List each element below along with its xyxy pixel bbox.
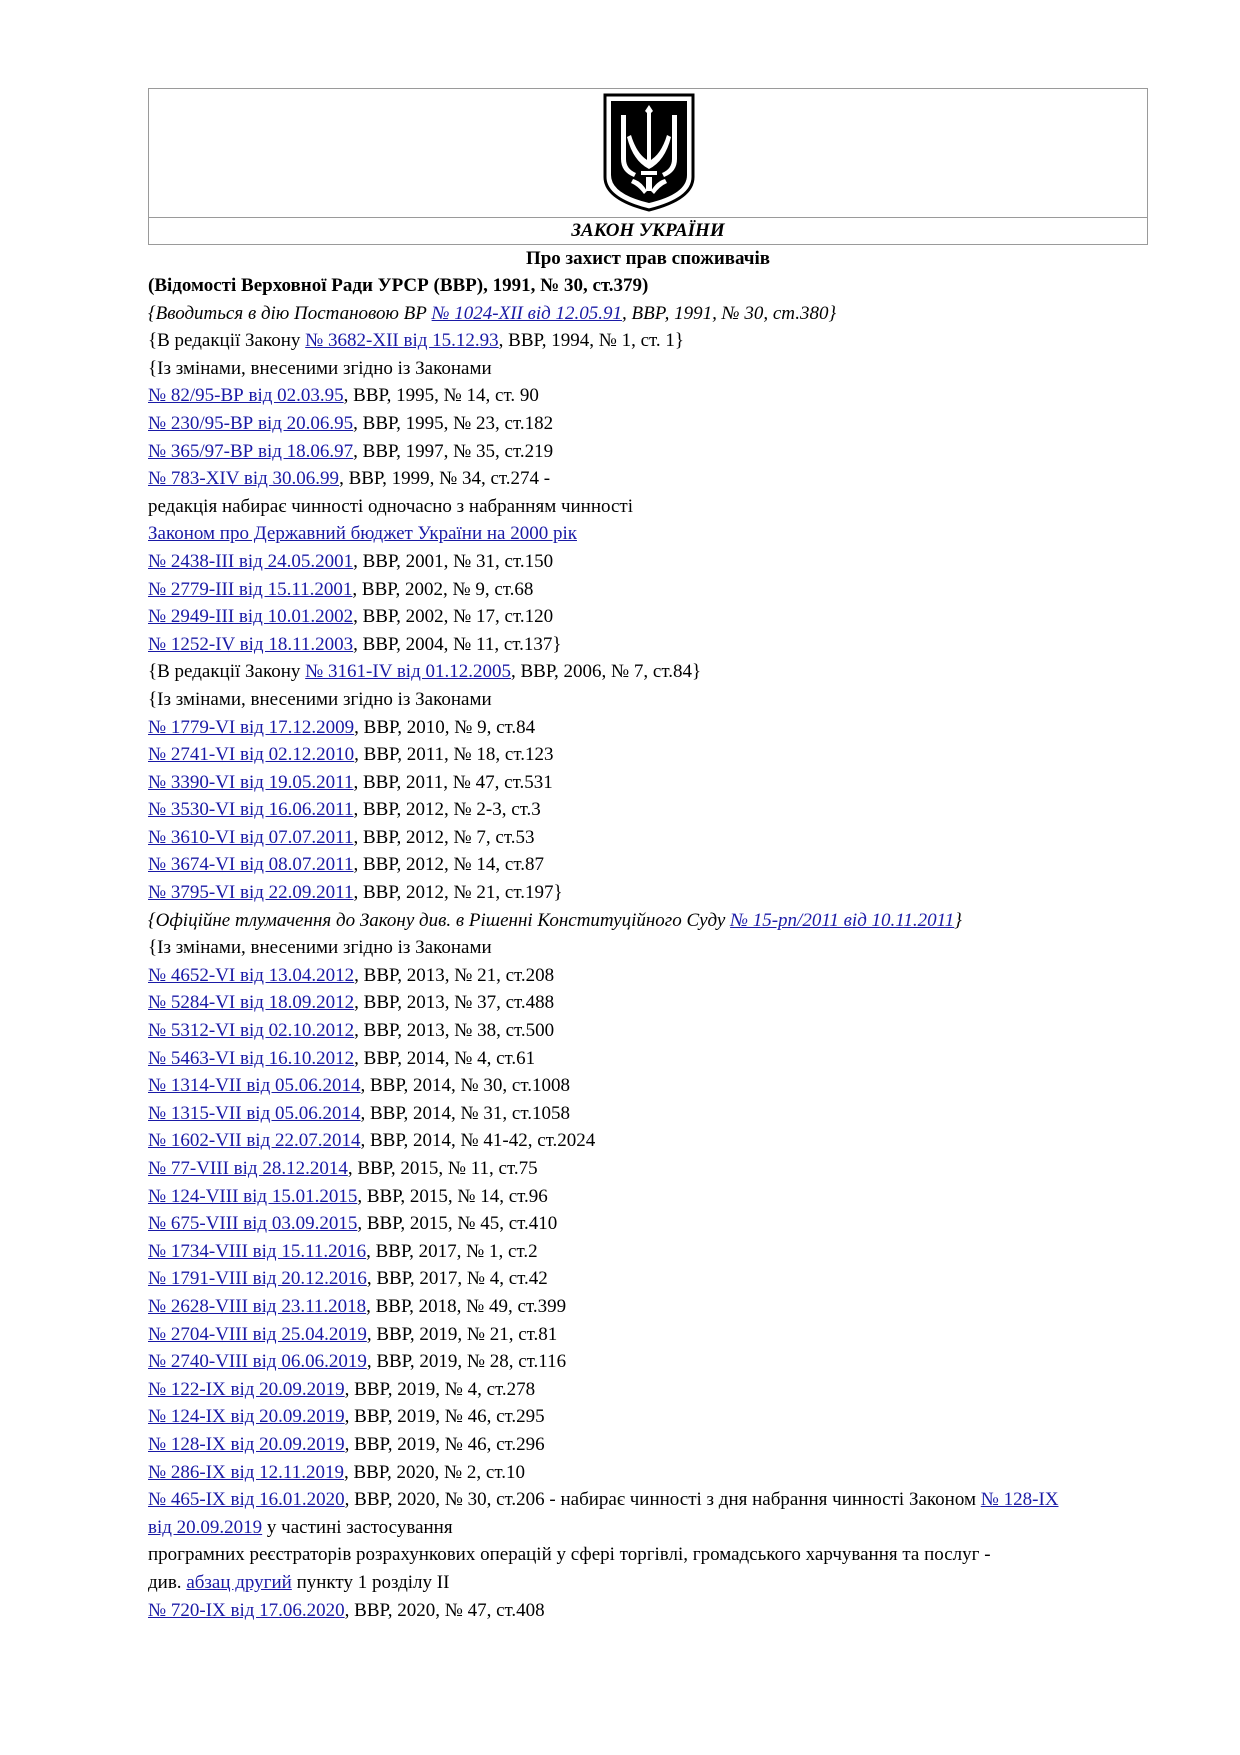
law-reference-link[interactable]: № 230/95-ВР від 20.06.95 [148,412,354,434]
law-reference-link[interactable]: № 286-IX від 12.11.2019 [148,1461,344,1483]
document-line [148,1514,1148,1542]
law-reference-link[interactable]: № 15-рп/2011 від 10.11.2011 [730,909,955,931]
law-reference-link[interactable]: Законом про Державний бюджет України на 2000 рік [148,523,577,545]
document-line [148,714,1148,742]
document-line [148,934,1148,962]
line-text: , ВВР, 2017, № 1, ст.2 [366,1240,538,1262]
law-reference-link[interactable]: № 2438-III від 24.05.2001 [148,550,354,572]
law-reference-link[interactable]: № 2628-VIII від 23.11.2018 [148,1295,367,1317]
law-reference-link[interactable]: № 3674-VI від 08.07.2011 [148,854,354,876]
line-text: , ВВР, 2017, № 4, ст.42 [366,1268,548,1290]
document-line [148,1100,1148,1128]
line-text: , ВВР, 2018, № 49, ст.399 [366,1295,567,1317]
law-reference-link[interactable]: № 1734-VIII від 15.11.2016 [148,1240,367,1262]
line-text: у частині застосування [262,1516,453,1538]
line-text: , ВВР, 2013, № 38, ст.500 [354,1020,555,1042]
line-text: {Офіційне тлумачення до Закону див. в Рішенні Конституційного Суду [148,909,731,931]
document-line [148,1459,1148,1487]
line-text: , ВВР, 2001, № 31, ст.150 [353,550,554,572]
line-text: , ВВР, 2020, № 30, ст.206 - набирає чинності з дня набрання чинності Законом [344,1489,981,1511]
line-text: , ВВР, 2002, № 17, ст.120 [353,606,554,628]
law-reference-link[interactable]: № 1791-VIII від 20.12.2016 [148,1268,367,1290]
line-text: , ВВР, 2019, № 46, ст.296 [344,1433,545,1455]
document-line [148,327,1148,355]
document-line [148,548,1148,576]
law-reference-link[interactable]: № 1602-VII від 22.07.2014 [148,1130,361,1152]
document-line [148,382,1148,410]
law-reference-link[interactable]: № 124-IX від 20.09.2019 [148,1406,345,1428]
document-line [148,686,1148,714]
line-text: {В редакції Закону [148,661,306,683]
document-line [148,1431,1148,1459]
law-reference-link[interactable]: № 3161-IV від 01.12.2005 [305,661,511,683]
line-text: , ВВР, 2013, № 21, ст.208 [354,964,555,986]
document-line [148,741,1148,769]
document-line [148,1017,1148,1045]
line-text: , ВВР, 1997, № 35, ст.219 [353,440,554,462]
law-reference-link[interactable]: № 1252-IV від 18.11.2003 [148,633,354,655]
document-line [148,907,1148,935]
document-line [148,272,1148,300]
document-line [148,1072,1148,1100]
document-line [148,520,1148,548]
law-reference-link[interactable]: № 128-IX [980,1489,1059,1511]
law-reference-link[interactable]: № 5312-VI від 02.10.2012 [148,1020,355,1042]
line-text: програмних реєстраторів розрахункових операцій у сфері торгівлі, громадського харчування та послуг - [148,1544,991,1566]
law-reference-link[interactable]: № 122-IX від 20.09.2019 [148,1378,345,1400]
line-text: , ВВР, 2012, № 21, ст.197} [353,882,563,904]
law-reference-link[interactable]: № 720-IX від 17.06.2020 [148,1599,345,1621]
line-text: {Із змінами, внесеними згідно із Законами [148,688,492,710]
law-reference-link[interactable]: № 3795-VI від 22.09.2011 [148,882,354,904]
line-text: , ВВР, 2014, № 31, ст.1058 [360,1102,570,1124]
line-text: {Вводиться в дію Постановою ВР [148,302,432,324]
law-reference-link[interactable]: № 2741-VI від 02.12.2010 [148,744,355,766]
line-text: , ВВР, 1991, № 30, ст.380} [622,302,837,324]
law-reference-link[interactable]: № 1779-VI від 17.12.2009 [148,716,355,738]
line-text: , ВВР, 2006, № 7, ст.84} [511,661,702,683]
line-text: , ВВР, 2019, № 46, ст.295 [344,1406,545,1428]
line-text: , ВВР, 2014, № 41-42, ст.2024 [360,1130,596,1152]
document-line [148,658,1148,686]
line-text: } [954,909,962,931]
document-line [148,1321,1148,1349]
line-text: , ВВР, 2015, № 45, ст.410 [357,1213,558,1235]
law-reference-link[interactable]: абзац другий [186,1571,292,1593]
document-line [148,603,1148,631]
law-reference-link[interactable]: № 1024-XII від 12.05.91 [431,302,623,324]
law-reference-link[interactable]: № 783-XIV від 30.06.99 [148,468,340,490]
line-text: , ВВР, 2019, № 4, ст.278 [344,1378,536,1400]
line-text: , ВВР, 1995, № 23, ст.182 [353,412,554,434]
line-text: , ВВР, 2004, № 11, ст.137} [353,633,562,655]
law-reference-link[interactable]: № 2704-VIII від 25.04.2019 [148,1323,367,1345]
document-line [148,410,1148,438]
law-reference-link[interactable]: № 2949-III від 10.01.2002 [148,606,354,628]
document-line [148,1127,1148,1155]
document-line [148,1265,1148,1293]
header-table [148,88,1148,245]
law-reference-link[interactable]: № 465-IX від 16.01.2020 [148,1489,345,1511]
law-reference-link[interactable]: № 82/95-ВР від 02.03.95 [148,385,344,407]
line-text: , ВВР, 2010, № 9, ст.84 [354,716,536,738]
line-text: , ВВР, 1999, № 34, ст.274 - [339,468,551,490]
law-reference-link[interactable]: № 675-VIII від 03.09.2015 [148,1213,358,1235]
line-text: , ВВР, 2020, № 47, ст.408 [344,1599,545,1621]
line-text: , ВВР, 2012, № 7, ст.53 [353,826,535,848]
document-line [148,300,1148,328]
line-text: {В редакції Закону [148,330,306,352]
document-line [148,989,1148,1017]
document-line [148,1486,1148,1514]
line-text: , ВВР, 2020, № 2, ст.10 [343,1461,525,1483]
law-reference-link[interactable]: № 3610-VI від 07.07.2011 [148,826,354,848]
line-text: , ВВР, 2014, № 4, ст.61 [354,1047,536,1069]
document-line [148,824,1148,852]
line-text: (Відомості Верховної Ради УРСР (ВВР), 1991, № 30, ст.379) [148,275,649,296]
document-line [148,1403,1148,1431]
document-line [148,1348,1148,1376]
document-line [148,465,1148,493]
law-reference-link[interactable]: № 128-IX від 20.09.2019 [148,1433,345,1455]
line-text: редакція набирає чинності одночасно з набранням чинності [148,495,634,517]
line-text: , ВВР, 2013, № 37, ст.488 [354,992,555,1014]
law-reference-link[interactable]: від 20.09.2019 [148,1516,263,1538]
law-reference-link[interactable]: № 4652-VI від 13.04.2012 [148,964,355,986]
law-reference-link[interactable]: № 2740-VIII від 06.06.2019 [148,1351,367,1373]
line-text: , ВВР, 2014, № 30, ст.1008 [360,1075,570,1097]
law-reference-link[interactable]: № 3530-VI від 16.06.2011 [148,799,354,821]
document-line [148,355,1148,383]
document-line [148,769,1148,797]
document-line [148,1238,1148,1266]
document-line [148,1183,1148,1211]
document-line [148,1597,1148,1625]
law-reference-link[interactable]: № 1314-VII від 05.06.2014 [148,1075,361,1097]
document-line [148,493,1148,521]
document-line [148,438,1148,466]
document-line [148,796,1148,824]
line-text: , ВВР, 2015, № 14, ст.96 [357,1185,548,1207]
emblem-cell [149,89,1147,218]
document-line [148,1045,1148,1073]
document-line [148,1210,1148,1238]
law-reference-link[interactable]: № 3390-VI від 19.05.2011 [148,771,354,793]
document-line [148,576,1148,604]
line-text: див. [148,1571,187,1593]
line-text: , ВВР, 1995, № 14, ст. 90 [343,385,539,407]
line-text: , ВВР, 1994, № 1, ст. 1} [498,330,685,352]
document-line [148,879,1148,907]
law-reference-link[interactable]: № 77-VIII від 28.12.2014 [148,1158,348,1179]
line-text: , ВВР, 2012, № 14, ст.87 [353,854,544,876]
document-line [148,851,1148,879]
line-text: {Із змінами, внесеними згідно із Законами [148,357,492,379]
law-reference-link[interactable]: № 5463-VI від 16.10.2012 [148,1047,355,1069]
coat-of-arms-icon [601,91,697,213]
document-line [148,1155,1148,1183]
law-reference-link[interactable]: № 365/97-ВР від 18.06.97 [148,440,354,462]
law-reference-link[interactable]: № 2779-III від 15.11.2001 [148,578,353,600]
line-text: {Із змінами, внесеними згідно із Законами [148,937,492,959]
line-text: , ВВР, 2012, № 2-3, ст.3 [353,799,541,821]
law-reference-link[interactable]: № 124-VIII від 15.01.2015 [148,1185,358,1207]
line-text: , ВВР, 2019, № 21, ст.81 [366,1323,558,1345]
document-line [148,1569,1148,1597]
law-type: ЗАКОН УКРАЇНИ [571,220,725,241]
law-reference-link[interactable]: № 5284-VI від 18.09.2012 [148,992,355,1014]
law-title: Про захист прав споживачів [525,248,771,269]
line-text: , ВВР, 2019, № 28, ст.116 [366,1351,567,1373]
line-text: , ВВР, 2015, № 11, ст.75 [347,1158,538,1179]
document-line [148,1376,1148,1404]
line-text: , ВВР, 2011, № 47, ст.531 [353,771,553,793]
document-page [148,88,1148,1624]
amendments-list [148,272,1148,1624]
law-reference-link[interactable]: № 1315-VII від 05.06.2014 [148,1102,361,1124]
law-reference-link[interactable]: № 3682-XII від 15.12.93 [305,330,499,352]
line-text: , ВВР, 2011, № 18, ст.123 [354,744,554,766]
document-line [148,631,1148,659]
line-text: , ВВР, 2002, № 9, ст.68 [352,578,534,600]
document-line [148,1293,1148,1321]
document-line [148,1541,1148,1569]
line-text: пункту 1 розділу II [291,1571,450,1593]
document-line [148,962,1148,990]
